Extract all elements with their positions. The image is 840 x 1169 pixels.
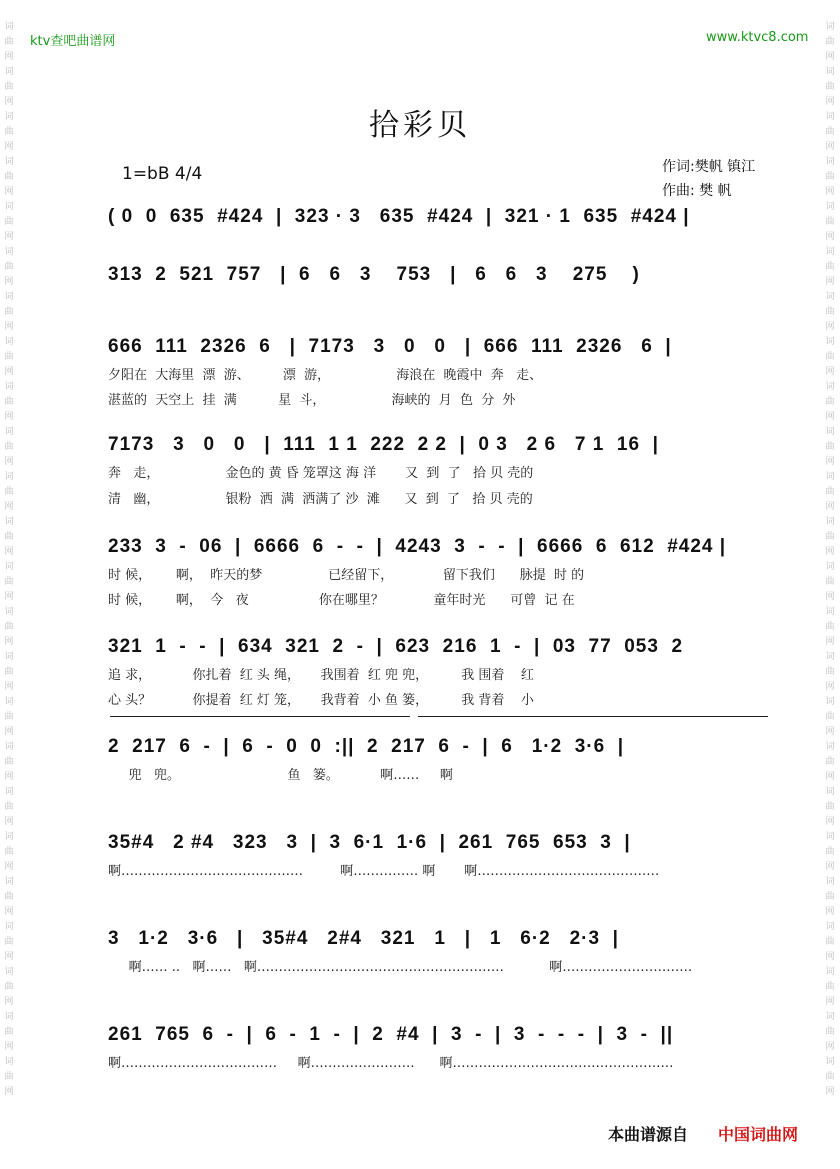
notation-line: 2 217 6 - | 6 - 0 0 :|| 2 217 6 - | 6 1·2 3·6 | (108, 736, 625, 757)
lyric-line: 夕阳在 大海里 漂 游、 漂 游， 海浪在 晚霞中 奔 走、 (108, 368, 543, 383)
footer-source-link[interactable] (718, 1122, 798, 1145)
lyric-line: 湛蓝的 天空上 挂 满 星 斗， 海峡的 月 色 分 外 (108, 393, 516, 408)
lyric-line: 时 候， 啊， 今 夜 你在哪里？ 童年时光 可曾 记 在 (108, 593, 575, 608)
notation-line: 666 111 2326 6 | 7173 3 0 0 | 666 111 2326 6 | (108, 336, 672, 357)
site-watermark-right: www.ktvc8.com (706, 30, 809, 45)
notation-line: 313 2 521 757 | 6 6 3 753 | 6 6 3 275 ) (108, 264, 640, 285)
notation-line: 3 1·2 3·6 | 35#4 2#4 321 1 | 1 6·2 2·3 | (108, 928, 619, 949)
notation-line: 321 1 - - | 634 321 2 - | 623 216 1 - | 03 77 053 2 (108, 636, 684, 657)
notation-line: 7173 3 0 0 | 111 1 1 222 2 2 | 0 3 2 6 7 1 16 | (108, 434, 659, 455)
lyricist-credit: 作词:樊帆 镇江 (662, 159, 756, 175)
notation-line: 35#4 2 #4 323 3 | 3 6·1 1·6 | 261 765 653 3 | (108, 832, 631, 853)
song-title: 拾彩贝 (369, 108, 471, 143)
lyric-line: 追 求， 你扎着 红 头 绳， 我围着 红 兜 兜， 我 围着 红 (108, 668, 534, 683)
volta-bracket-2 (418, 716, 768, 717)
lyric-line: 清 幽， 银粉 洒 满 洒满了 沙 滩 又 到 了 拾 贝 壳的 (108, 492, 533, 507)
site-watermark-left: ktv查吧曲谱网 (30, 34, 116, 49)
notation-line: 233 3 - 06 | 6666 6 - - | 4243 3 - - | 6666 6 612 #424 | (108, 536, 727, 557)
key-signature: 1=bB 4/4 (122, 164, 203, 184)
right-sidebar-watermark: 词曲网 词曲网 词曲网 词曲网 词曲网 词曲网 词曲网 词曲网 词曲网 词曲网 词曲网 词曲网 词曲网 词曲网 词曲网 词曲网 词曲网 词曲网 词曲网 词曲网 词曲网 词曲网 词曲网 词曲网 (825, 22, 835, 1097)
notation-line: ( 0 0 635 #424 | 323 · 3 635 #424 | 321 · 1 635 #424 | (108, 206, 690, 227)
lyric-line: 兜 兜。 鱼 篓。 啊…… 啊 (108, 768, 453, 783)
left-sidebar-watermark: 词曲网 词曲网 词曲网 词曲网 词曲网 词曲网 词曲网 词曲网 词曲网 词曲网 词曲网 词曲网 词曲网 词曲网 词曲网 词曲网 词曲网 词曲网 词曲网 词曲网 词曲网 词曲网 词曲网 词曲网 (4, 22, 14, 1097)
lyric-line: 啊…………………………………… 啊…………… 啊 啊…………………………………… (108, 864, 660, 879)
footer-source-prefix: 本曲谱源自 (608, 1125, 689, 1144)
lyric-line: 啊…… .. 啊…… 啊………………………………………………… 啊………………………… (108, 960, 693, 975)
composer-credit: 作曲: 樊 帆 (662, 183, 732, 199)
lyric-line: 啊……………………………… 啊…………………… 啊…………………………………………… (108, 1056, 674, 1071)
lyric-line: 奔 走， 金色的 黄 昏 笼罩这 海 洋 又 到 了 拾 贝 壳的 (108, 466, 534, 481)
lyric-line: 心 头？ 你提着 红 灯 笼， 我背着 小 鱼 篓， 我 背着 小 (108, 693, 534, 708)
notation-line: 261 765 6 - | 6 - 1 - | 2 #4 | 3 - | 3 - - - | 3 - || (108, 1024, 674, 1045)
lyric-line: 时 候， 啊， 昨天的梦 已经留下， 留下我们 脉提 时 的 (108, 568, 585, 583)
volta-bracket-1 (110, 716, 410, 717)
footer-source-name: 中国词曲网 (718, 1125, 799, 1144)
